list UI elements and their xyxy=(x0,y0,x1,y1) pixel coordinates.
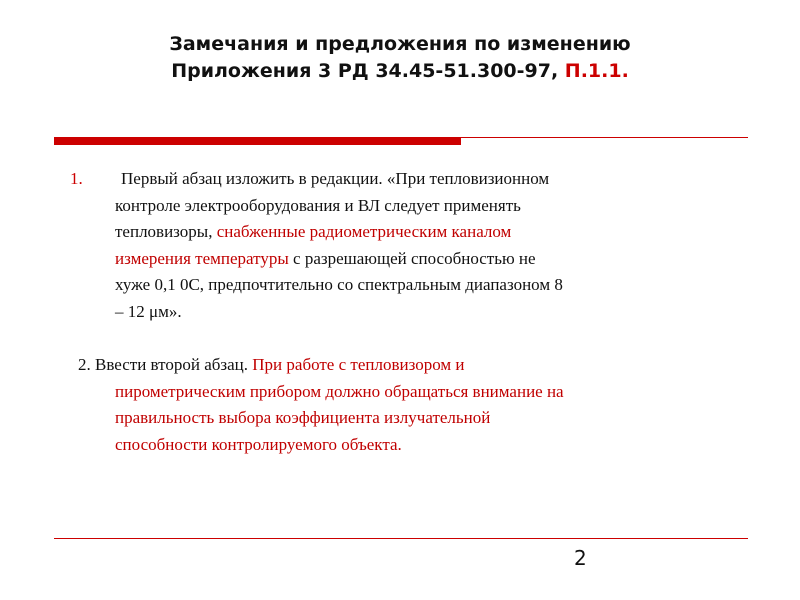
top-thick-rule xyxy=(54,137,461,145)
page-number: 2 xyxy=(574,546,587,570)
item-2-line-4: способности контролируемого объекта. xyxy=(115,434,402,454)
item-2-line-1: 2. Ввести второй абзац. При работе с тепловизором и xyxy=(78,355,465,374)
top-thin-rule xyxy=(461,137,748,138)
item-1-line-3: тепловизоры, снабженные радиометрическим каналом xyxy=(115,222,512,241)
bottom-thin-rule xyxy=(54,538,748,539)
title-line-2 xyxy=(0,60,800,82)
item-2-highlight-a: При работе с тепловизором и xyxy=(252,355,465,374)
title-line-1: Замечания и предложения по изменению xyxy=(169,33,631,55)
item-1-line-6: – 12 μм». xyxy=(115,301,182,321)
title-section-ref: П.1.1. xyxy=(564,60,629,82)
list-item-1 xyxy=(70,166,715,325)
item-1-highlight-a: снабженные радиометрическим каналом xyxy=(216,222,512,241)
list-item-1-number: 1. xyxy=(70,169,83,188)
item-1-line-1: Первый абзац изложить в редакции. «При тепловизионном xyxy=(121,169,550,188)
list-item-2 xyxy=(78,352,718,458)
item-2-line-3: правильность выбора коэффициента излучательной xyxy=(115,408,491,427)
item-2-line-2: пирометрическим прибором должно обращаться внимание на xyxy=(115,381,564,401)
item-1-line-2: контроле электрооборудования и ВЛ следует применять xyxy=(115,195,521,215)
title-line-2-text: Приложения 3 РД 34.45-51.300-97, xyxy=(171,60,565,82)
item-1-line-5: хуже 0,1 0С, предпочтительно со спектральным диапазоном 8 xyxy=(115,275,563,294)
item-1-highlight-b: измерения температуры xyxy=(115,248,289,268)
item-1-line-4: измерения температуры с разрешающей способностью не xyxy=(115,248,536,268)
